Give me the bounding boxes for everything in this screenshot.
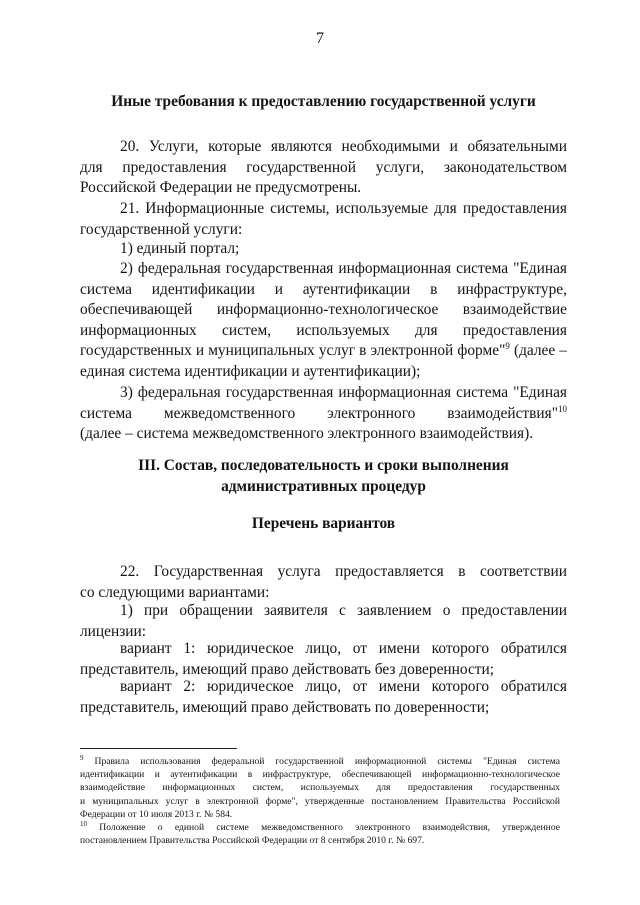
- paragraph-21: [80, 199, 567, 240]
- footnote-10-line-1: [80, 821, 560, 834]
- paragraph-22-item-1-line-1: 1) при обращении заявителя с заявлением о предоставлении: [120, 602, 567, 619]
- footnote-9-line-1-text: Правила использования федеральной государственной информационной системы "Единая система: [83, 756, 560, 767]
- list-item-3: [80, 383, 567, 445]
- list-item-1: [80, 239, 567, 260]
- list-item-2-line-1: 2) федеральная государственная информационная система "Единая: [120, 260, 567, 277]
- heading-other-requirements: Иные требования к предоставлению государственной услуги: [111, 93, 536, 110]
- paragraph-20: [80, 137, 567, 199]
- footnote-9-number: 9: [80, 753, 84, 762]
- paragraph-21-line-1: 21. Информационные системы, используемые для предоставления: [120, 200, 567, 217]
- variant-2-line-1: вариант 2: юридическое лицо, от имени которого обратился: [120, 678, 567, 695]
- list-item-2-line-2: система идентификации и аутентификации в инфраструктуре,: [80, 280, 567, 298]
- list-item-2-line-3: обеспечивающей информационно-технологическое взаимодействие: [80, 301, 567, 319]
- variant-1-line-2: представитель, имеющий право действовать без доверенности;: [80, 660, 495, 678]
- footnote-ref-9: 9: [505, 341, 510, 352]
- paragraph-21-line-2: государственной услуги:: [80, 220, 243, 238]
- section-3-heading: [80, 456, 567, 497]
- footnote-10: [80, 821, 560, 847]
- list-item-2-line-5-text: государственных и муниципальных услуг в электронной форме": [80, 342, 506, 360]
- page-number: 7: [316, 30, 324, 47]
- list-item-2-line-6: единая система идентификации и аутентификации);: [80, 362, 421, 380]
- paragraph-22: [80, 562, 567, 603]
- list-item-3-line-1: 3) федеральная государственная информационная система "Единая: [120, 384, 567, 401]
- footnote-9-line-1: [80, 755, 560, 768]
- list-item-2: [80, 259, 567, 383]
- footnote-10-line-1-text: Положение о единой системе межведомственного электронного взаимодействия, утвержденное: [87, 822, 560, 833]
- variant-1: [80, 639, 567, 680]
- variant-2-line-2: представитель, имеющий право действовать по доверенности;: [80, 698, 490, 716]
- footnote-10-number: 10: [80, 819, 87, 828]
- paragraph-22-item-1-line-2: лицензии:: [80, 622, 147, 640]
- heading-variants: Перечень вариантов: [251, 515, 396, 532]
- section-3-heading-line-2: административных процедур: [221, 477, 426, 495]
- paragraph-20-line-1: 20. Услуги, которые являются необходимыми и обязательными: [120, 138, 567, 155]
- footnote-9-line-3: взаимодействие информационных систем, используемых для предоставления государственных: [80, 782, 560, 794]
- paragraph-20-line-3: Российской Федерации не предусмотрены.: [80, 179, 362, 197]
- footnote-9: [80, 755, 560, 821]
- variant-1-line-1: вариант 1: юридическое лицо, от имени которого обратился: [120, 640, 567, 657]
- list-item-3-line-3: (далее – система межведомственного электронного взаимодействия).: [80, 425, 534, 443]
- footnote-9-line-2: идентификации и аутентификации в инфраструктуре, обеспечивающей информационно-технологическое: [80, 769, 560, 781]
- list-item-3-line-2: [80, 404, 567, 425]
- footnote-10-line-2: постановлением Правительства Российской Федерации от 8 сентября 2010 г. № 697.: [80, 835, 425, 847]
- footnote-9-line-5: Федерации от 10 июля 2013 г. № 584.: [80, 808, 233, 820]
- footnote-ref-10: 10: [558, 403, 567, 414]
- list-item-2-line-5: [80, 341, 567, 362]
- footnote-divider: [80, 748, 237, 749]
- paragraph-22-item-1: [80, 601, 567, 642]
- section-3-heading-line-1: III. Состав, последовательность и сроки выполнения: [138, 457, 509, 474]
- list-item-1-text: 1) единый портал;: [120, 240, 240, 257]
- list-item-2-line-5-tail: (далее –: [509, 342, 567, 360]
- paragraph-20-line-2: для предоставления государственной услуги, законодательством: [80, 158, 567, 176]
- list-item-2-line-4: информационных систем, используемых для предоставления: [80, 321, 567, 339]
- paragraph-22-line-2: со следующими вариантами:: [80, 583, 270, 601]
- paragraph-22-line-1: 22. Государственная услуга предоставляется в соответствии: [120, 563, 567, 580]
- variant-2: [80, 677, 567, 718]
- list-item-3-line-2-text: система межведомственного электронного взаимодействия": [80, 404, 558, 422]
- footnote-9-line-4: и муниципальных услуг в электронной форме", утвержденные постановлением Правительства Российской: [80, 795, 560, 807]
